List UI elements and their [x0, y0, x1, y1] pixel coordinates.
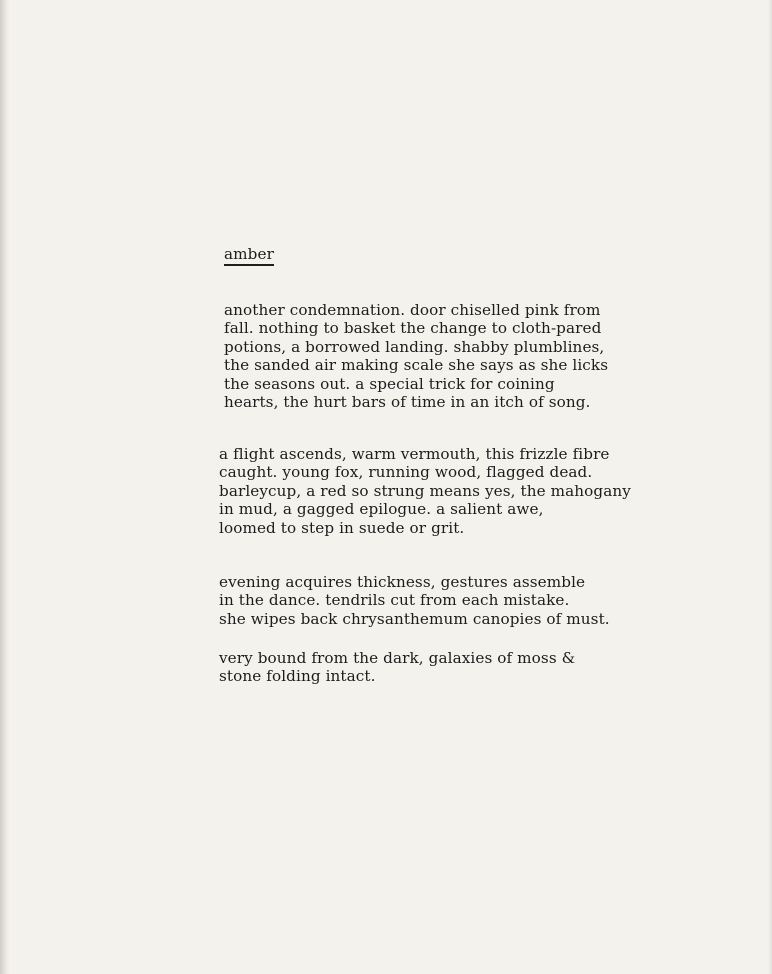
poem-line: potions, a borrowed landing. shabby plumblines, [224, 337, 605, 356]
stanza-2 [219, 445, 631, 537]
poem-line: loomed to step in suede or grit. [219, 518, 465, 537]
poem-line: another condemnation. door chiselled pink from [224, 301, 601, 319]
poem-title: amber [224, 245, 274, 266]
poem-line: a flight ascends, warm vermouth, this frizzle fibre [219, 445, 610, 463]
poem-line: the sanded air making scale she says as she licks [224, 356, 609, 375]
poem-line: stone folding intact. [219, 667, 376, 686]
poem-line: barleycup, a red so strung means yes, the mahogany [219, 481, 631, 500]
stanza-4 [219, 649, 575, 686]
stanza-1 [224, 301, 608, 411]
poem-line: in the dance. tendrils cut from each mistake. [219, 591, 570, 610]
poem-line: evening acquires thickness, gestures assemble [219, 573, 586, 591]
poem-line: fall. nothing to basket the change to cloth-pared [224, 319, 602, 338]
stanza-3 [219, 573, 610, 628]
poem-line: the seasons out. a special trick for coining [224, 374, 555, 393]
binding-shadow [0, 0, 10, 974]
poem-line: very bound from the dark, galaxies of moss & [219, 649, 576, 667]
poem-line: caught. young fox, running wood, flagged dead. [219, 463, 593, 482]
poem-line: hearts, the hurt bars of time in an itch of song. [224, 393, 591, 412]
poem-line: in mud, a gagged epilogue. a salient awe, [219, 500, 544, 519]
page-edge [768, 0, 772, 974]
poem-line: she wipes back chrysanthemum canopies of must. [219, 609, 610, 628]
